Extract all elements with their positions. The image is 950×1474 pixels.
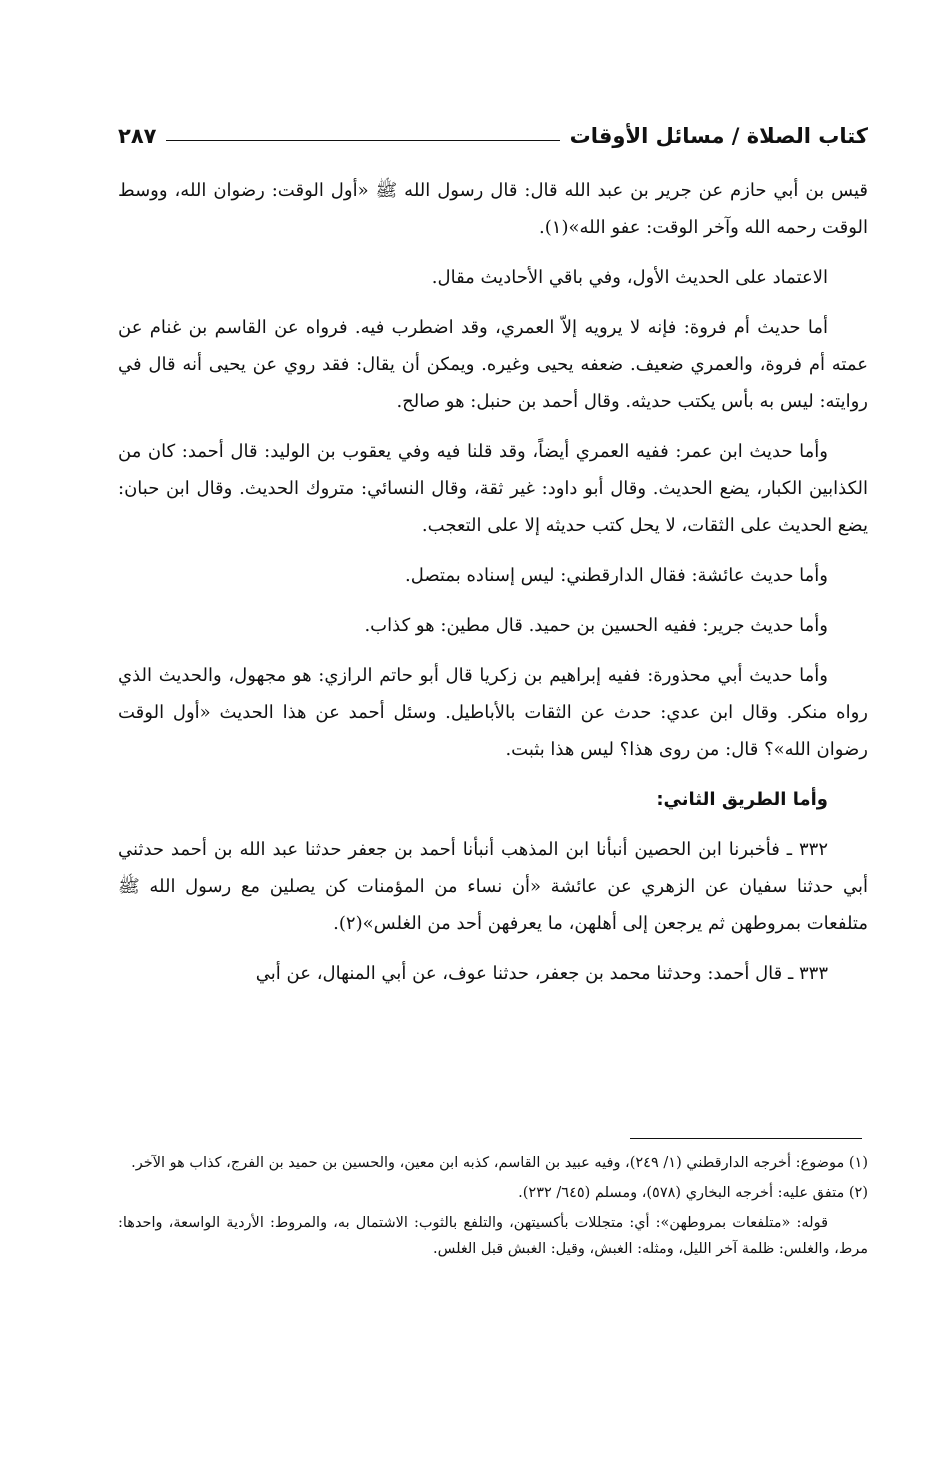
paragraph-6: وأما حديث جرير: ففيه الحسين بن حميد. قال مطين: هو كذاب. <box>364 615 828 636</box>
paragraph-7: وأما حديث أبي محذورة: ففيه إبراهيم بن زكريا قال أبو حاتم الرازي: هو مجهول، والحديث الذي رواه منكر. وقال ابن عدي: حدث عن الثقات بالأباطيل. وسئل أحمد عن هذا الحديث «أول الوقت رضوان الله»؟ قال: من روى هذا؟ ليس هذا بثبت. <box>118 665 868 760</box>
page-number: ٢٨٧ <box>118 124 157 148</box>
footnote-2: (٢) متفق عليه: أخرجه البخاري (٥٧٨)، ومسلم (٦٤٥/ ٢٣٢). <box>518 1185 868 1201</box>
footnote-1: (١) موضوع: أخرجه الدارقطني (١/ ٢٤٩)، وفيه عبيد بن القاسم، كذبه ابن معين، والحسين بن حميد بن الفرج، كذاب هو الآخر. <box>131 1155 868 1171</box>
paragraph-1: قيس بن أبي حازم عن جرير بن عبد الله قال: قال رسول الله ﷺ «أول الوقت: رضوان الله، ووسط الوقت رحمه الله وآخر الوقت: عفو الله»(١). <box>118 180 868 238</box>
header-rule <box>166 140 559 141</box>
paragraph-5: وأما حديث عائشة: فقال الدارقطني: ليس إسناده بمتصل. <box>404 565 828 586</box>
footnote-divider <box>630 1138 862 1139</box>
main-text <box>118 172 868 992</box>
hadith-333: ٣٣٣ ـ قال أحمد: وحدثنا محمد بن جعفر، حدثنا عوف، عن أبي المنهال، عن أبي <box>255 963 828 984</box>
page-content <box>118 110 868 1005</box>
section-heading: وأما الطريق الثاني: <box>656 789 828 810</box>
footnotes <box>118 1150 868 1266</box>
paragraph-4: وأما حديث ابن عمر: ففيه العمري أيضاً، وقد قلنا فيه وفي يعقوب بن الوليد: قال أحمد: كان من الكذابين الكبار، يضع الحديث. وقال أبو داود: غير ثقة، وقال النسائي: متروك الحديث. وقال ابن حبان: يضع الحديث على الثقات، لا يحل كتب حديثه إلا على التعجب. <box>118 441 868 536</box>
header-title: كتاب الصلاة / مسائل الأوقات <box>569 124 868 148</box>
paragraph-3: أما حديث أم فروة: فإنه لا يرويه إلاّ العمري، وقد اضطرب فيه. فرواه عن القاسم بن غنام عن عمته أم فروة، والعمري ضعيف. ضعفه يحيى وغيره. ويمكن أن يقال: فقد روي عن يحيى أنه قال في روايته: ليس به بأس يكتب حديثه. وقال أحمد بن حنبل: هو صالح. <box>118 317 868 412</box>
footnote-2-note: قوله: «متلفعات بمروطهن»: أي: متجللات بأكسيتهن، والتلفع بالثوب: الاشتمال به، والمروط: الأردية الواسعة، واحدها: مرط، والغلس: ظلمة آخر الليل، ومثله: الغبش، وقيل: الغبش قبل الغلس. <box>118 1215 868 1257</box>
paragraph-2: الاعتماد على الحديث الأول، وفي باقي الأحاديث مقال. <box>431 267 828 288</box>
running-header <box>118 110 868 148</box>
hadith-332: ٣٣٢ ـ فأخبرنا ابن الحصين أنبأنا ابن المذهب أنبأنا أحمد بن جعفر حدثنا عبد الله بن أحمد حدثني أبي حدثنا سفيان عن الزهري عن عائشة «أن نساء من المؤمنات كن يصلين مع رسول الله ﷺ متلفعات بمروطهن ثم يرجعن إلى أهلهن، ما يعرفهن أحد من الغلس»(٢). <box>118 839 868 934</box>
